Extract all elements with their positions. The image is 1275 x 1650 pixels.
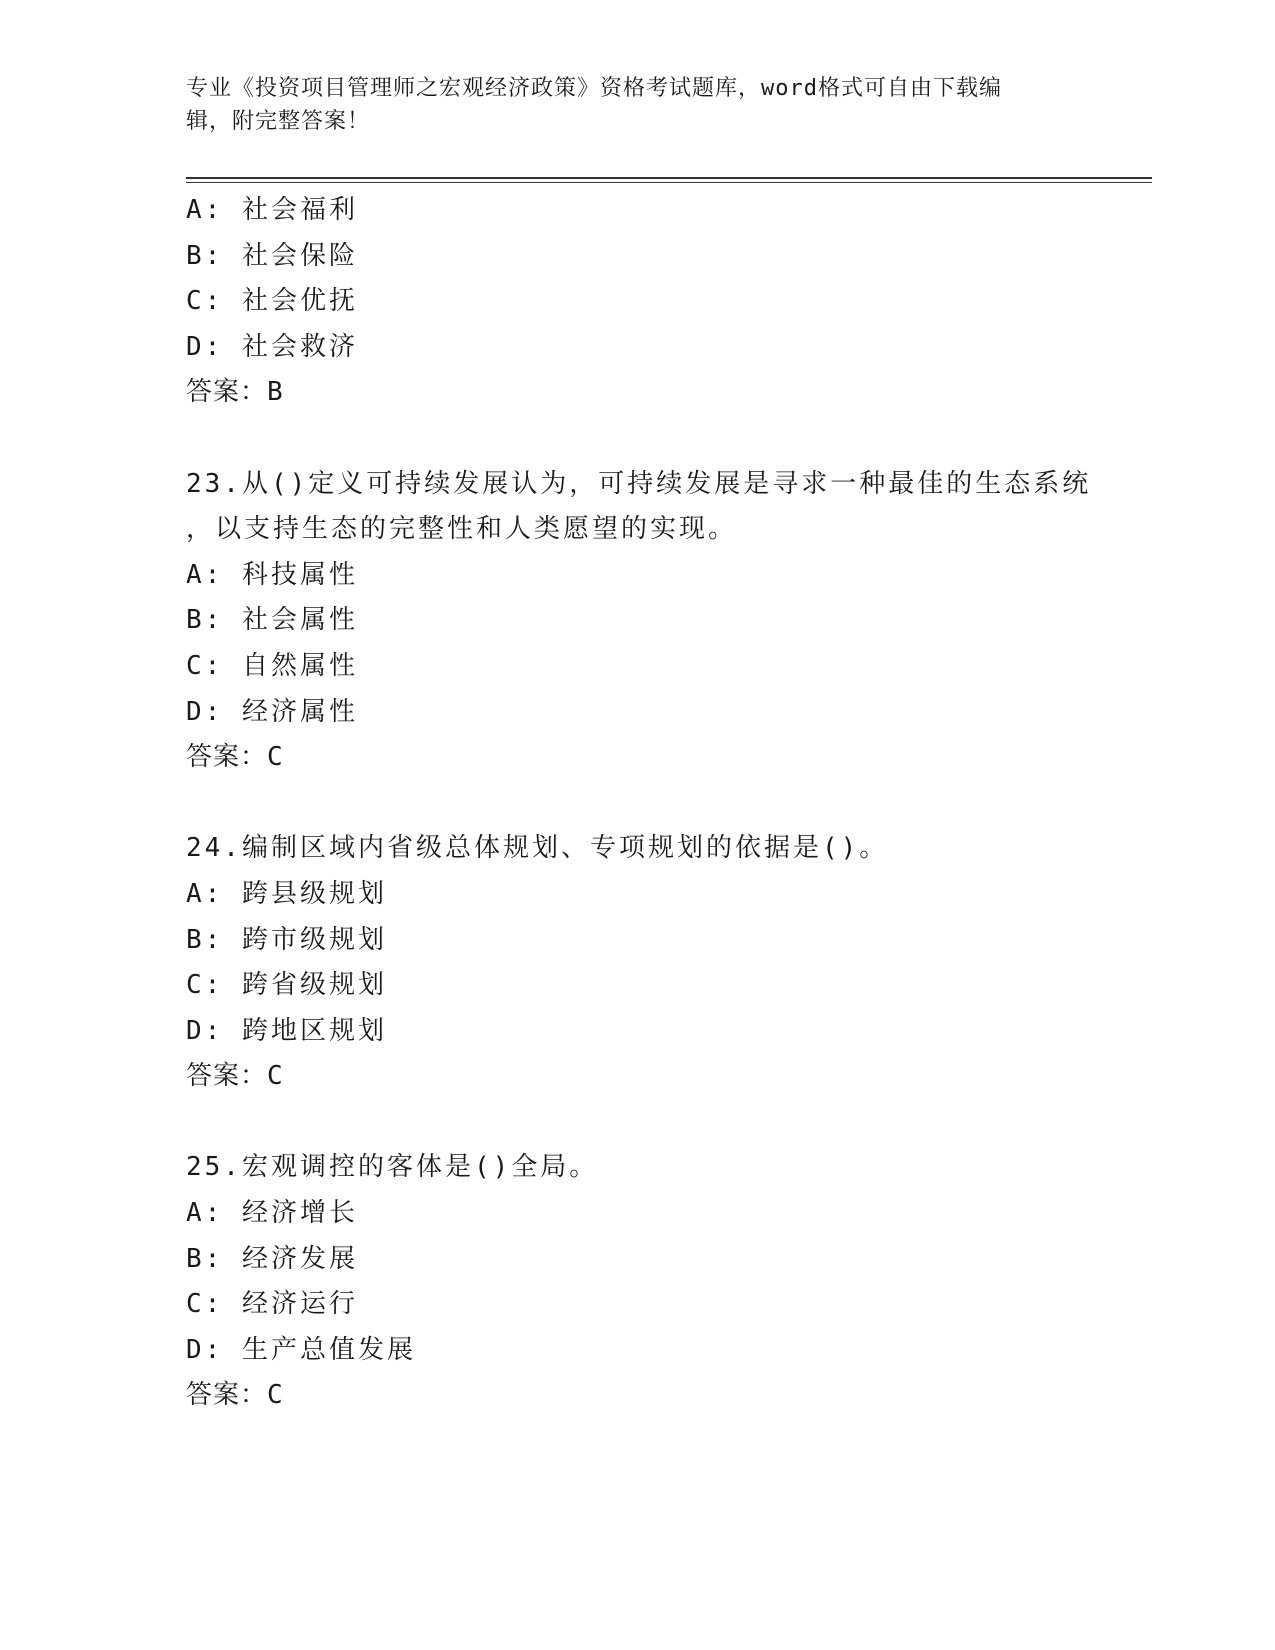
option-d: D: 经济属性 <box>186 696 358 727</box>
question-24 <box>186 826 1086 1100</box>
question-text: 23.从()定义可持续发展认为，可持续发展是寻求一种最佳的生态系统 <box>186 468 1092 499</box>
answer-line: 答案：C <box>186 1061 284 1092</box>
question-23 <box>186 462 1092 781</box>
option-c: C: 经济运行 <box>186 1289 358 1320</box>
header-divider-bottom <box>186 182 1152 183</box>
option-d: D: 生产总值发展 <box>186 1334 416 1365</box>
question-22-continued <box>186 188 1086 416</box>
question-text: ，以支持生态的完整性和人类愿望的实现。 <box>186 514 738 545</box>
option-a: A: 社会福利 <box>186 195 358 225</box>
spacer <box>186 416 1086 462</box>
option-d: D: 社会救济 <box>186 331 358 362</box>
spacer <box>186 781 1086 827</box>
option-a: A: 科技属性 <box>186 559 358 590</box>
option-d: D: 跨地区规划 <box>186 1015 387 1046</box>
option-b: B: 社会保险 <box>186 240 358 271</box>
document-header <box>186 72 1066 138</box>
answer-line: 答案：B <box>186 377 284 408</box>
option-a: A: 跨县级规划 <box>186 878 387 909</box>
header-line-2: 辑，附完整答案！ <box>186 109 371 134</box>
answer-line: 答案：C <box>186 742 284 773</box>
question-25 <box>186 1145 1086 1419</box>
header-divider-top <box>186 177 1152 179</box>
option-b: B: 社会属性 <box>186 605 358 636</box>
option-a: A: 经济增长 <box>186 1198 358 1229</box>
spacer <box>186 1100 1086 1146</box>
option-c: C: 自然属性 <box>186 650 358 681</box>
option-b: B: 经济发展 <box>186 1243 358 1274</box>
option-b: B: 跨市级规划 <box>186 924 387 955</box>
question-list <box>186 188 1092 1419</box>
option-c: C: 跨省级规划 <box>186 970 387 1001</box>
question-text: 25.宏观调控的客体是()全局。 <box>186 1152 599 1183</box>
question-text: 24.编制区域内省级总体规划、专项规划的依据是()。 <box>186 833 889 864</box>
option-c: C: 社会优抚 <box>186 286 358 317</box>
answer-line: 答案：C <box>186 1380 284 1411</box>
header-line-1: 专业《投资项目管理师之宏观经济政策》资格考试题库，word格式可自由下载编 <box>186 76 1002 101</box>
